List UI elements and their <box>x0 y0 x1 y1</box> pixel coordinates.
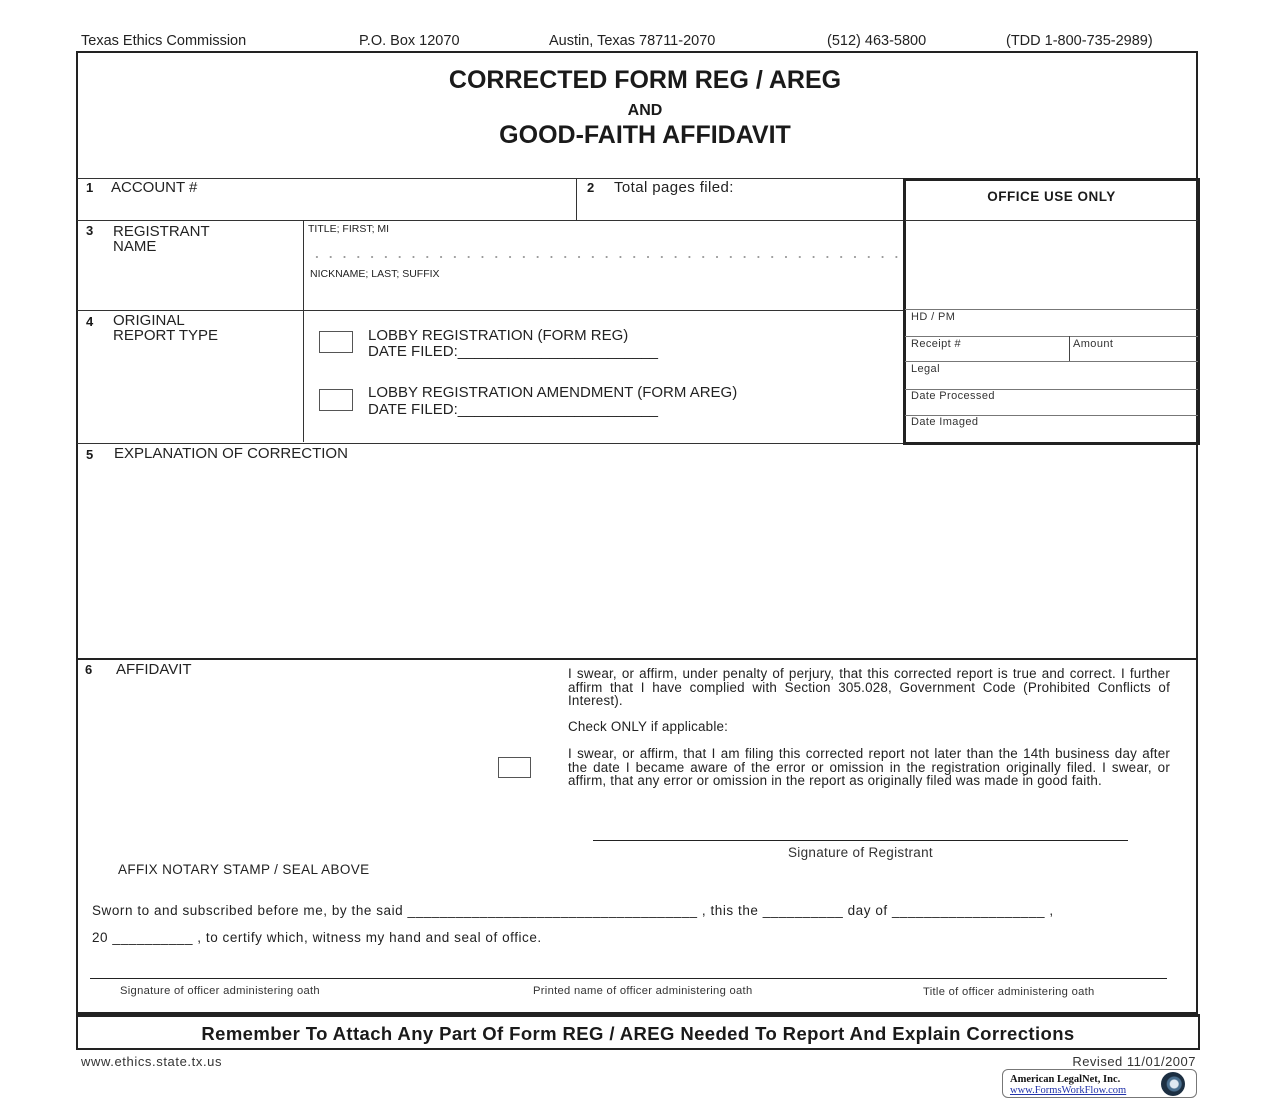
good-faith-statement: I swear, or affirm, that I am filing this corrected report not later than the 14th business day after the date I became aware of the error or omission in the registration originally filed. I swear, or affirm, that any error or omission in the report as originally filed was made in good faith. <box>568 746 1170 789</box>
officer-signature-line[interactable] <box>90 978 1167 979</box>
affidavit-statement: I swear, or affirm, under penalty of perjury, that this corrected report is true and correct. I further affirm that I have complied with Section 305.028, Government Code (Prohibited Conflicts of Interest). <box>568 666 1170 709</box>
form-areg-date-input[interactable]: ________________________ <box>457 401 658 418</box>
sworn-statement-line[interactable]: Sworn to and subscribed before me, by the said ____________________________________ , this the __________ day of ___________________ , <box>92 903 1054 918</box>
website-link[interactable]: www.ethics.state.tx.us <box>81 1054 223 1069</box>
section-number: 1 <box>86 180 94 195</box>
form-reg-checkbox[interactable] <box>319 331 353 353</box>
divider <box>303 220 304 442</box>
section-number: 6 <box>85 662 93 677</box>
section-number: 4 <box>86 314 94 329</box>
certify-statement-line[interactable]: 20 __________ , to certify which, witness my hand and seal of office. <box>92 930 542 945</box>
registrant-signature-caption: Signature of Registrant <box>788 845 933 860</box>
divider <box>905 220 1198 221</box>
form-areg-date-label <box>368 402 658 417</box>
reminder-text: Remember To Attach Any Part Of Form REG / AREG Needed To Report And Explain Corrections <box>201 1023 1075 1044</box>
form-reg-option-label: LOBBY REGISTRATION (FORM REG) <box>368 327 629 344</box>
receipt-field: Receipt # <box>911 338 962 350</box>
form-areg-option-label: LOBBY REGISTRATION AMENDMENT (FORM AREG) <box>368 384 738 401</box>
header-tdd: (TDD 1-800-735-2989) <box>1006 33 1153 49</box>
form-title-and: AND <box>627 102 663 119</box>
form-subtitle: GOOD-FAITH AFFIDAVIT <box>499 121 791 149</box>
divider <box>905 309 1198 310</box>
registrant-name-label-2: NAME <box>113 238 157 255</box>
office-use-heading: OFFICE USE ONLY <box>987 189 1116 204</box>
globe-icon <box>1161 1072 1185 1096</box>
officer-title-caption: Title of officer administering oath <box>923 986 1095 998</box>
account-label: ACCOUNT # <box>111 179 198 196</box>
officer-signature-caption: Signature of officer administering oath <box>120 985 320 997</box>
form-areg-checkbox[interactable] <box>319 389 353 411</box>
header-city-state-zip: Austin, Texas 78711-2070 <box>549 33 716 49</box>
section-number: 3 <box>86 223 94 238</box>
form-reg-date-label <box>368 344 658 359</box>
header-organization: Texas Ethics Commission <box>81 33 247 49</box>
good-faith-checkbox[interactable] <box>498 757 531 778</box>
publisher-name: American LegalNet, Inc. <box>1010 1074 1121 1085</box>
divider <box>576 178 577 220</box>
publisher-url[interactable]: www.FormsWorkFlow.com <box>1010 1085 1127 1096</box>
original-report-type-label-2: REPORT TYPE <box>113 327 219 344</box>
notary-stamp-label: AFFIX NOTARY STAMP / SEAL ABOVE <box>118 862 370 877</box>
total-pages-label: Total pages filed: <box>614 179 734 196</box>
publisher-logo[interactable] <box>1002 1069 1197 1098</box>
header-po-box: P.O. Box 12070 <box>359 33 460 49</box>
nickname-last-suffix-caption: NICKNAME; LAST; SUFFIX <box>310 268 440 280</box>
form-reg-date-input[interactable]: ________________________ <box>457 343 658 360</box>
date-filed-label: DATE FILED: <box>368 343 458 360</box>
date-imaged-field: Date Imaged <box>911 416 979 428</box>
dotted-separator <box>310 255 900 259</box>
divider <box>77 310 903 311</box>
officer-printed-name-caption: Printed name of officer administering oath <box>533 985 753 997</box>
divider <box>905 361 1198 362</box>
account-input[interactable] <box>110 198 570 218</box>
registrant-name-label: REGISTRANT <box>113 223 210 240</box>
amount-field: Amount <box>1073 338 1114 350</box>
explanation-textarea[interactable] <box>84 466 1190 652</box>
check-instruction: Check ONLY if applicable: <box>568 719 729 734</box>
affidavit-label: AFFIDAVIT <box>116 661 192 678</box>
section-number: 5 <box>86 447 94 462</box>
title-first-mi-caption: TITLE; FIRST; MI <box>308 223 390 235</box>
section-number: 2 <box>587 180 595 195</box>
revised-date: Revised 11/01/2007 <box>1072 1054 1196 1069</box>
nickname-last-suffix-input[interactable] <box>308 282 898 306</box>
hd-pm-field: HD / PM <box>911 311 956 323</box>
divider <box>905 336 1198 337</box>
date-processed-field: Date Processed <box>911 390 995 402</box>
header-phone: (512) 463-5800 <box>827 33 927 49</box>
title-first-mi-input[interactable] <box>308 236 898 254</box>
legal-field: Legal <box>911 363 940 375</box>
registrant-signature-line[interactable] <box>593 840 1128 841</box>
original-report-type-label: ORIGINAL <box>113 312 185 329</box>
explanation-label: EXPLANATION OF CORRECTION <box>114 445 348 462</box>
form-title: CORRECTED FORM REG / AREG <box>448 66 842 94</box>
total-pages-input[interactable] <box>765 180 895 216</box>
date-filed-label: DATE FILED: <box>368 401 458 418</box>
divider <box>1069 336 1070 361</box>
divider <box>77 658 1198 660</box>
